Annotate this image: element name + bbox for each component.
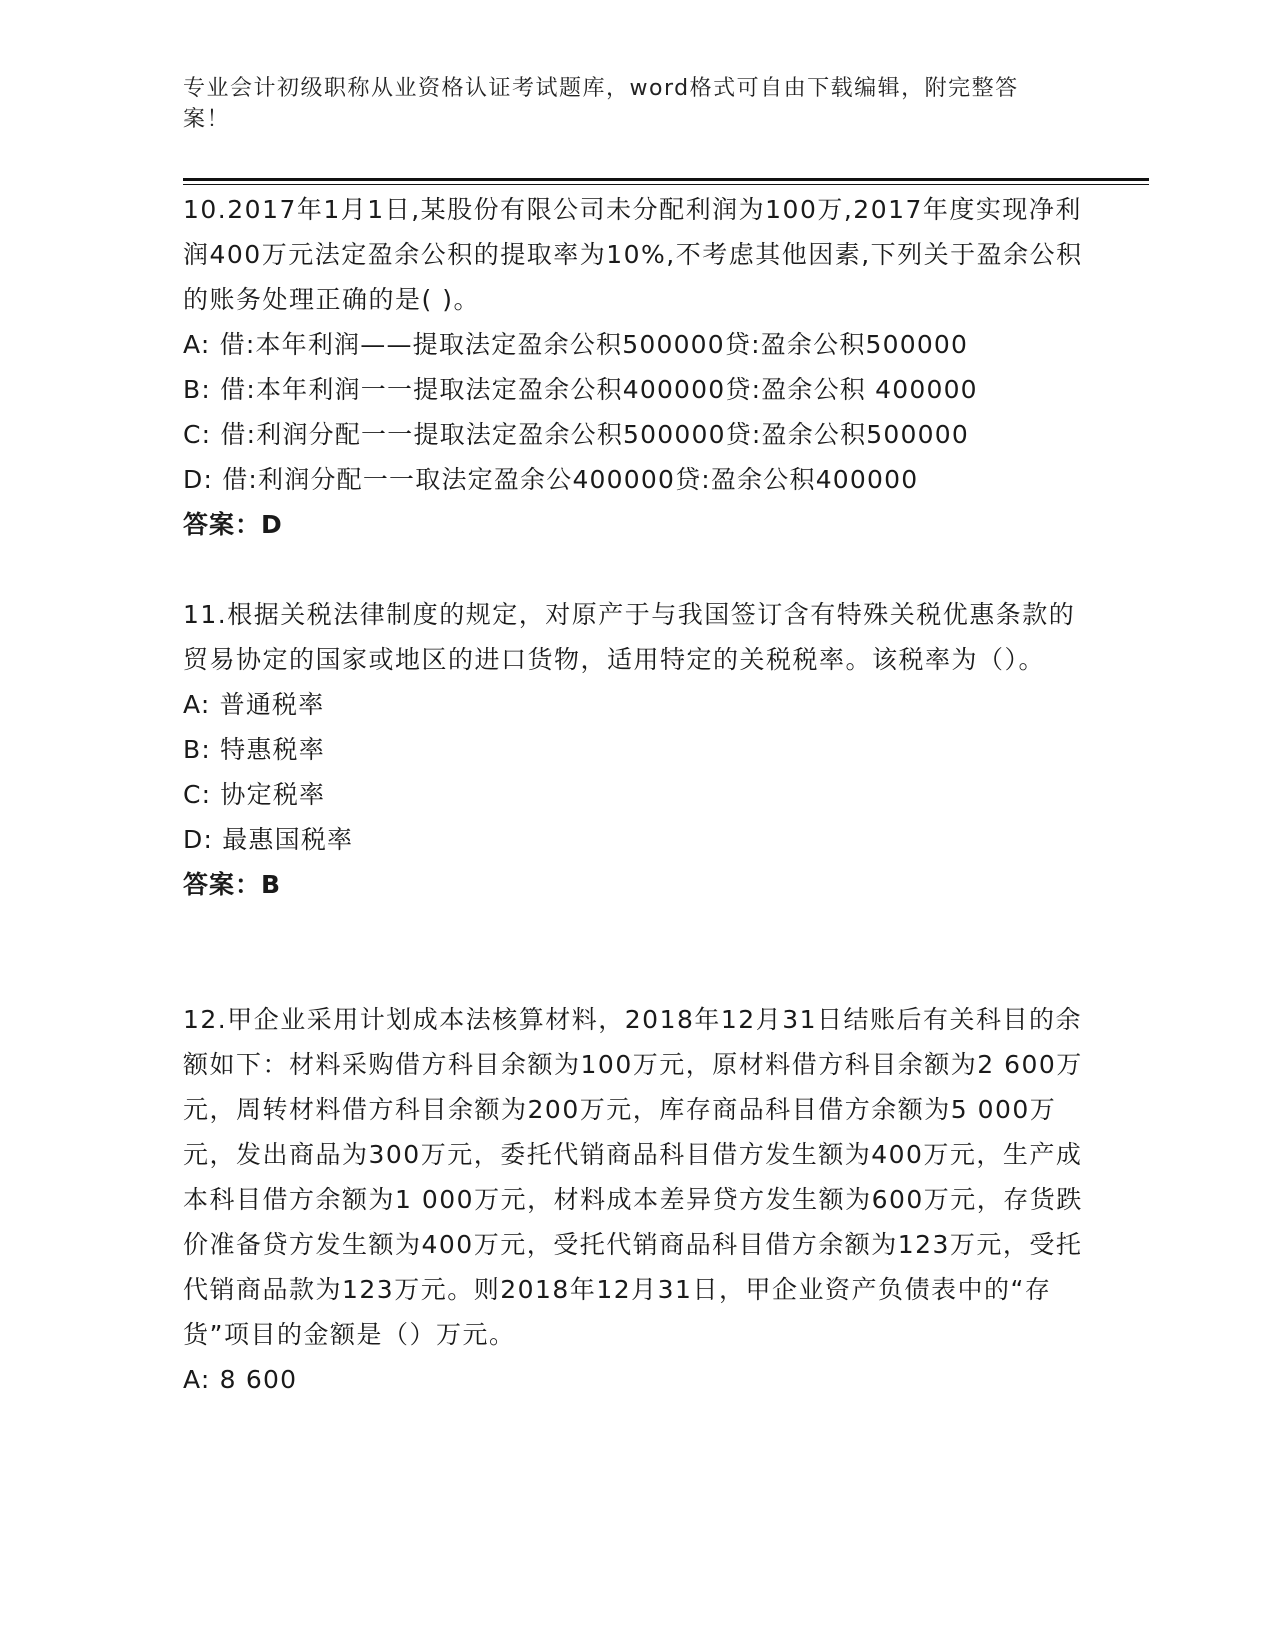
header-divider-thick <box>183 178 1149 181</box>
option-a: A: 8 600 <box>183 1365 298 1394</box>
option-d: D: 借:利润分配一一取法定盈余公400000贷:盈余公积400000 <box>183 465 919 494</box>
option-d: D: 最惠国税率 <box>183 825 354 854</box>
option-b: B: 借:本年利润一一提取法定盈余公积400000贷:盈余公积 400000 <box>183 375 978 404</box>
option-b: B: 特惠税率 <box>183 735 325 764</box>
question-12 <box>183 997 1083 1402</box>
page-header: 专业会计初级职称从业资格认证考试题库，word格式可自由下载编辑，附完整答案！ <box>183 76 1019 132</box>
option-c: C: 协定税率 <box>183 780 326 809</box>
question-text: 12.甲企业采用计划成本法核算材料，2018年12月31日结账后有关科目的余额如下：材料采购借方科目余额为100万元，原材料借方科目余额为2 600万元，周转材料借方科目余额为200万元，库存商品科目借方余额为5 000万元，发出商品为300万元，委托代销商品科目借方发生额为400万元，生产成本科目借方余额为1 000万元，材料成本差异贷方发生额为600万元，存货跌价准备贷方发生额为400万元，受托代销商品科目借方余额为123万元，受托代销商品款为123万元。则2018年12月31日，甲企业资产负债表中的“存货”项目的金额是（）万元。 <box>183 1005 1083 1349</box>
answer: 答案：D <box>183 510 283 539</box>
question-text: 10.2017年1月1日,某股份有限公司未分配利润为100万,2017年度实现净利润400万元法定盈余公积的提取率为10%,不考虑其他因素,下列关于盈余公积的账务处理正确的是( )。 <box>183 195 1083 314</box>
question-11 <box>183 592 1083 907</box>
option-a: A: 借:本年利润——提取法定盈余公积500000贷:盈余公积500000 <box>183 330 969 359</box>
question-10 <box>183 187 1083 547</box>
header-divider-thin <box>183 184 1149 185</box>
option-c: C: 借:利润分配一一提取法定盈余公积500000贷:盈余公积500000 <box>183 420 969 449</box>
option-a: A: 普通税率 <box>183 690 325 719</box>
answer: 答案：B <box>183 870 282 899</box>
question-text: 11.根据关税法律制度的规定，对原产于与我国签订含有特殊关税优惠条款的贸易协定的国家或地区的进口货物，适用特定的关税税率。该税率为（）。 <box>183 600 1076 674</box>
